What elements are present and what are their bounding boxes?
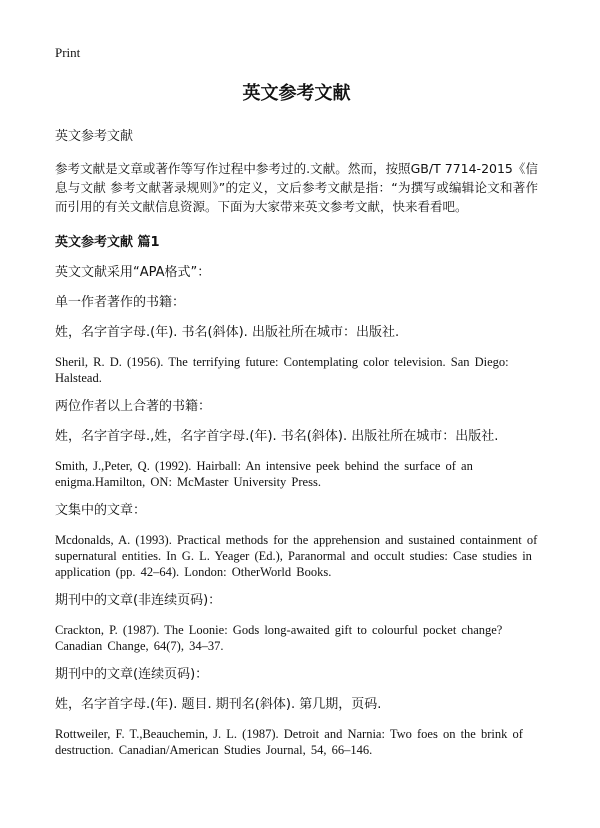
format-intro: 英文文献采用“APA格式”： xyxy=(55,265,211,280)
citation-type-label: 期刊中的文章(非连续页码)： xyxy=(55,593,222,608)
citation-type-label: 期刊中的文章(连续页码)： xyxy=(55,667,209,682)
page-title: 英文参考文献 xyxy=(242,83,351,104)
citation-example: Smith, J.,Peter, Q. (1992). Hairball: An intensive peek behind the surface of an enigma.Hamilton, ON: McMaster University Press. xyxy=(55,459,473,489)
citation-type-label: 文集中的文章： xyxy=(55,503,147,518)
citation-type-label: 单一作者著作的书籍： xyxy=(55,295,186,310)
citation-example: Crackton, P. (1987). The Loonie: Gods long-awaited gift to colourful pocket change? Canadian Change, 64(7), 34–37. xyxy=(55,623,503,653)
intro-paragraph: 参考文献是文章或著作等写作过程中参考过的.文献。然而，按照GB/T 7714-2015《信息与文献 参考文献著录规则》”的定义，文后参考文献是指：“为撰写或编辑论文和著作而引用的有关文献信息资源。下面为大家带来英文参考文献，快来看看吧。 xyxy=(55,161,538,214)
citation-example: Sheril, R. D. (1956). The terrifying future: Contemplating color television. San Diego: Halstead. xyxy=(55,355,509,385)
citation-type-label: 两位作者以上合著的书籍： xyxy=(55,399,212,414)
print-label: Print xyxy=(55,45,81,60)
intro-subtitle: 英文参考文献 xyxy=(55,129,134,144)
citation-format: 姓，名字首字母.(年). 题目. 期刊名(斜体). 第几期，页码. xyxy=(55,697,382,712)
section-heading: 英文参考文献 篇1 xyxy=(55,235,160,250)
citation-example: Rottweiler, F. T.,Beauchemin, J. L. (1987). Detroit and Narnia: Two foes on the brink of destruction. Canadian/American Studies Journal, 54, 66–146. xyxy=(55,727,523,757)
citation-format: 姓，名字首字母.,姓，名字首字母.(年). 书名(斜体). 出版社所在城市：出版社. xyxy=(55,429,499,444)
citation-format: 姓，名字首字母.(年). 书名(斜体). 出版社所在城市：出版社. xyxy=(55,325,400,340)
citation-example: Mcdonalds, A. (1993). Practical methods for the apprehension and sustained containment of supernatural entities. In G. L. Yeager (Ed.), Paranormal and occult studies: Case studies in application (pp. 42–64). London: OtherWorld Books. xyxy=(55,533,538,579)
